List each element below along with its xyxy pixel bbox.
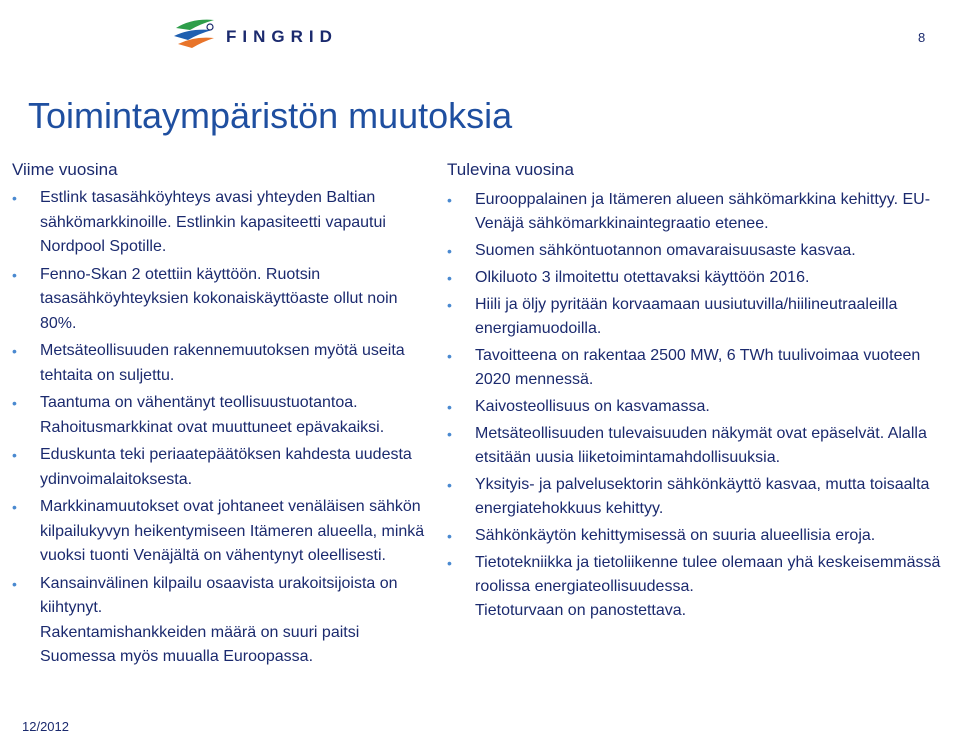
logo-text: FINGRID	[226, 27, 338, 46]
bullet-icon: •	[447, 192, 452, 208]
bullet-icon: •	[447, 555, 452, 571]
list-item: • Tavoitteena on rakentaa 2500 MW, 6 TWh tuulivoimaa vuoteen 2020 mennessä.	[447, 344, 952, 392]
list-item: • Yksityis- ja palvelusektorin sähkönkäyttö kasvaa, mutta toisaalta energiatehokkuus kehittyy.	[447, 473, 952, 521]
continuation-text: Tietoturvaan on panostettava.	[475, 602, 687, 619]
right-bullet-list	[447, 188, 952, 623]
page-number: 8	[918, 30, 926, 45]
left-bullet-list	[12, 186, 432, 670]
list-item: • Suomen sähköntuotannon omavaraisuusaste kasvaa.	[447, 239, 952, 263]
list-item: • Kansainvälinen kilpailu osaavista urakoitsijoista on kiihtynyt. Rakentamishankkeiden määrä on suuri paitsi Suomessa myös muualla Euroopassa.	[12, 572, 432, 670]
list-item: • Estlink tasasähköyhteys avasi yhteyden Baltian sähkömarkkinoille. Estlinkin kapasiteetti vapautui Nordpool Spotille.	[12, 186, 432, 260]
bullet-icon: •	[12, 343, 17, 359]
bullet-icon: •	[12, 447, 17, 463]
right-column	[447, 160, 952, 626]
bullet-icon: •	[447, 348, 452, 364]
left-column	[12, 160, 432, 673]
continuation-text: Rakentamishankkeiden määrä on suuri paitsi Suomessa myös muualla Euroopassa.	[40, 623, 360, 665]
list-item: • Metsäteollisuuden tulevaisuuden näkymät ovat epäselvät. Alalla etsitään uusia liiketoimintamahdollisuuksia.	[447, 422, 952, 470]
bullet-icon: •	[12, 499, 17, 515]
footer-date: 12/2012	[22, 719, 69, 734]
bullet-icon: •	[12, 395, 17, 411]
list-item: • Taantuma on vähentänyt teollisuustuotantoa. Rahoitusmarkkinat ovat muuttuneet epävakaiksi.	[12, 391, 432, 440]
list-item: • Tietotekniikka ja tietoliikenne tulee olemaan yhä keskeisemmässä roolissa energiateollisuudessa. Tietoturvaan on panostettava.	[447, 551, 952, 623]
list-item: • Kaivosteollisuus on kasvamassa.	[447, 395, 952, 419]
fingrid-logo	[170, 14, 360, 54]
right-heading: Tulevina vuosina	[447, 160, 574, 179]
bullet-icon: •	[447, 297, 452, 313]
list-item: • Fenno-Skan 2 otettiin käyttöön. Ruotsin tasasähköyhteyksien kokonaiskäyttöaste ollut noin 80%.	[12, 263, 432, 337]
list-item: • Eurooppalainen ja Itämeren alueen sähkömarkkina kehittyy. EU-Venäjä sähkömarkkinaintegraatio etenee.	[447, 188, 952, 236]
list-item: • Hiili ja öljy pyritään korvaamaan uusiutuvilla/hiilineutraaleilla energiamuodoilla.	[447, 293, 952, 341]
list-item: • Eduskunta teki periaatepäätöksen kahdesta uudesta ydinvoimalaitoksesta.	[12, 443, 432, 492]
list-item: • Markkinamuutokset ovat johtaneet venäläisen sähkön kilpailukyvyn heikentymiseen Itämeren alueella, minkä vuoksi tuonti Venäjältä on vähentynyt oleellisesti.	[12, 495, 432, 569]
bullet-icon: •	[12, 266, 17, 283]
slide-title: Toimintaympäristön muutoksia	[28, 95, 513, 136]
bullet-icon: •	[12, 190, 17, 206]
bullet-icon: •	[447, 426, 452, 442]
list-item: • Sähkönkäytön kehittymisessä on suuria alueellisia eroja.	[447, 524, 952, 548]
left-heading: Viime vuosina	[12, 160, 118, 179]
list-item: • Metsäteollisuuden rakennemuutoksen myötä useita tehtaita on suljettu.	[12, 339, 432, 388]
bullet-icon: •	[12, 575, 17, 592]
bullet-icon: •	[447, 528, 452, 544]
list-item: • Olkiluoto 3 ilmoitettu otettavaksi käyttöön 2016.	[447, 266, 952, 290]
fingrid-emblem-icon	[170, 14, 226, 54]
bullet-icon: •	[447, 477, 452, 493]
bullet-icon: •	[447, 270, 452, 286]
bullet-icon: •	[447, 243, 452, 259]
bullet-icon: •	[447, 399, 452, 415]
